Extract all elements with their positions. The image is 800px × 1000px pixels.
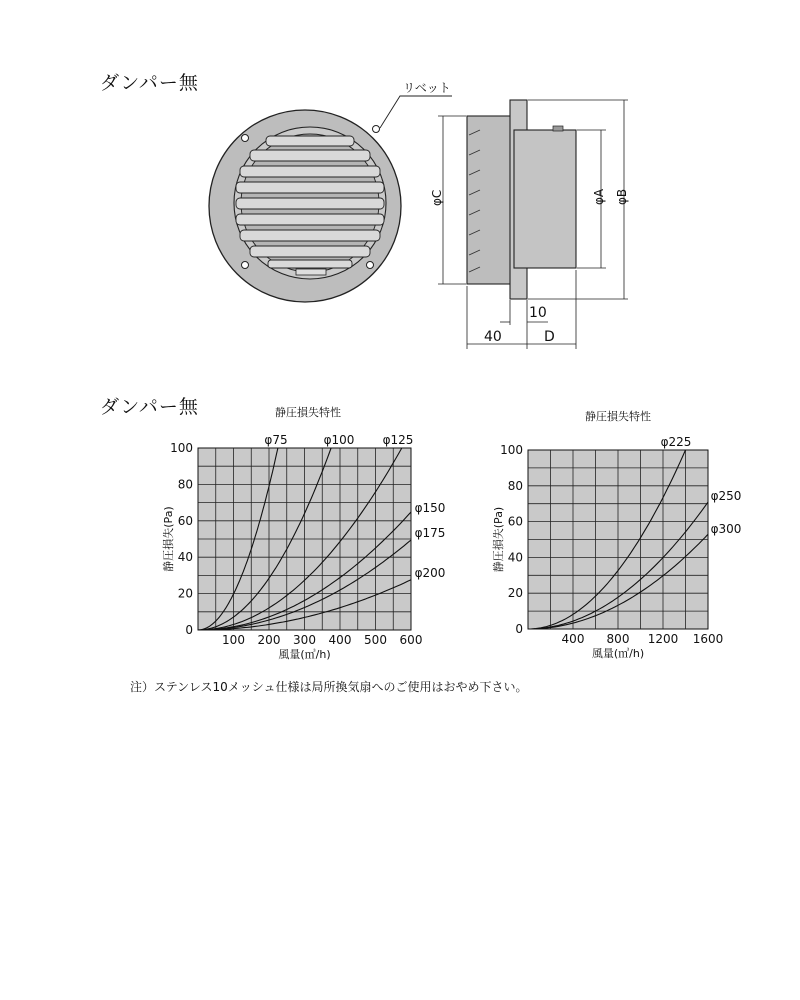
y-tick-label: 60 [177, 513, 193, 528]
chart-title: 静圧損失特性 [585, 410, 651, 423]
y-tick-label: 20 [507, 586, 523, 601]
y-axis-label: 静圧損失(Pa) [492, 506, 505, 573]
series-label: φ175 [414, 526, 446, 540]
dim-40-label: 40 [484, 329, 502, 345]
series-label: φ150 [414, 501, 446, 515]
series-label: φ250 [710, 489, 742, 503]
y-tick-label: 80 [507, 478, 523, 493]
y-tick-label: 60 [507, 514, 523, 529]
y-tick-label: 100 [500, 443, 523, 457]
x-axis-label: 風量(㎥/h) [591, 647, 645, 660]
x-axis-label: 風量(㎥/h) [278, 648, 331, 661]
series-label: φ100 [323, 433, 355, 447]
dim-10-label: 10 [529, 305, 547, 321]
x-tick-label: 400 [328, 633, 352, 647]
rivet-label: リベット [403, 81, 451, 95]
y-tick-label: 0 [515, 622, 523, 636]
chart-2 [491, 409, 741, 660]
y-tick-label: 20 [177, 586, 193, 601]
x-tick-label: 500 [364, 633, 387, 647]
series-label: φ200 [414, 566, 446, 580]
x-tick-label: 300 [293, 633, 316, 647]
y-tick-label: 40 [507, 550, 523, 565]
series-label: φ75 [264, 433, 288, 447]
x-tick-label: 1200 [647, 632, 679, 646]
chart-1 [161, 405, 445, 661]
heading-damper-none-top: ダンパー無 [100, 72, 199, 94]
chart-title: 静圧損失特性 [275, 406, 341, 419]
x-tick-label: 1600 [692, 632, 724, 646]
y-tick-label: 100 [170, 441, 193, 455]
x-tick-label: 200 [257, 633, 281, 647]
note-text: 注）ステンレス10メッシュ仕様は局所換気扇へのご使用はおやめ下さい。 [130, 680, 528, 694]
x-tick-label: 800 [606, 632, 630, 646]
x-tick-label: 100 [222, 633, 245, 647]
series-label: φ125 [382, 433, 414, 447]
x-tick-label: 400 [561, 632, 585, 646]
y-axis-label: 静圧損失(Pa) [162, 506, 175, 572]
dim-C-label: φC [430, 189, 444, 206]
series-label: φ225 [660, 435, 692, 449]
y-tick-label: 0 [185, 623, 193, 637]
y-tick-label: 80 [177, 477, 193, 492]
heading-damper-none-bottom: ダンパー無 [100, 396, 199, 418]
dim-D-label: D [544, 329, 555, 345]
x-tick-label: 600 [399, 633, 423, 647]
dim-B-label: φB [615, 188, 629, 205]
dim-A-label: φA [592, 188, 606, 205]
series-label: φ300 [710, 522, 742, 536]
y-tick-label: 40 [177, 550, 193, 565]
